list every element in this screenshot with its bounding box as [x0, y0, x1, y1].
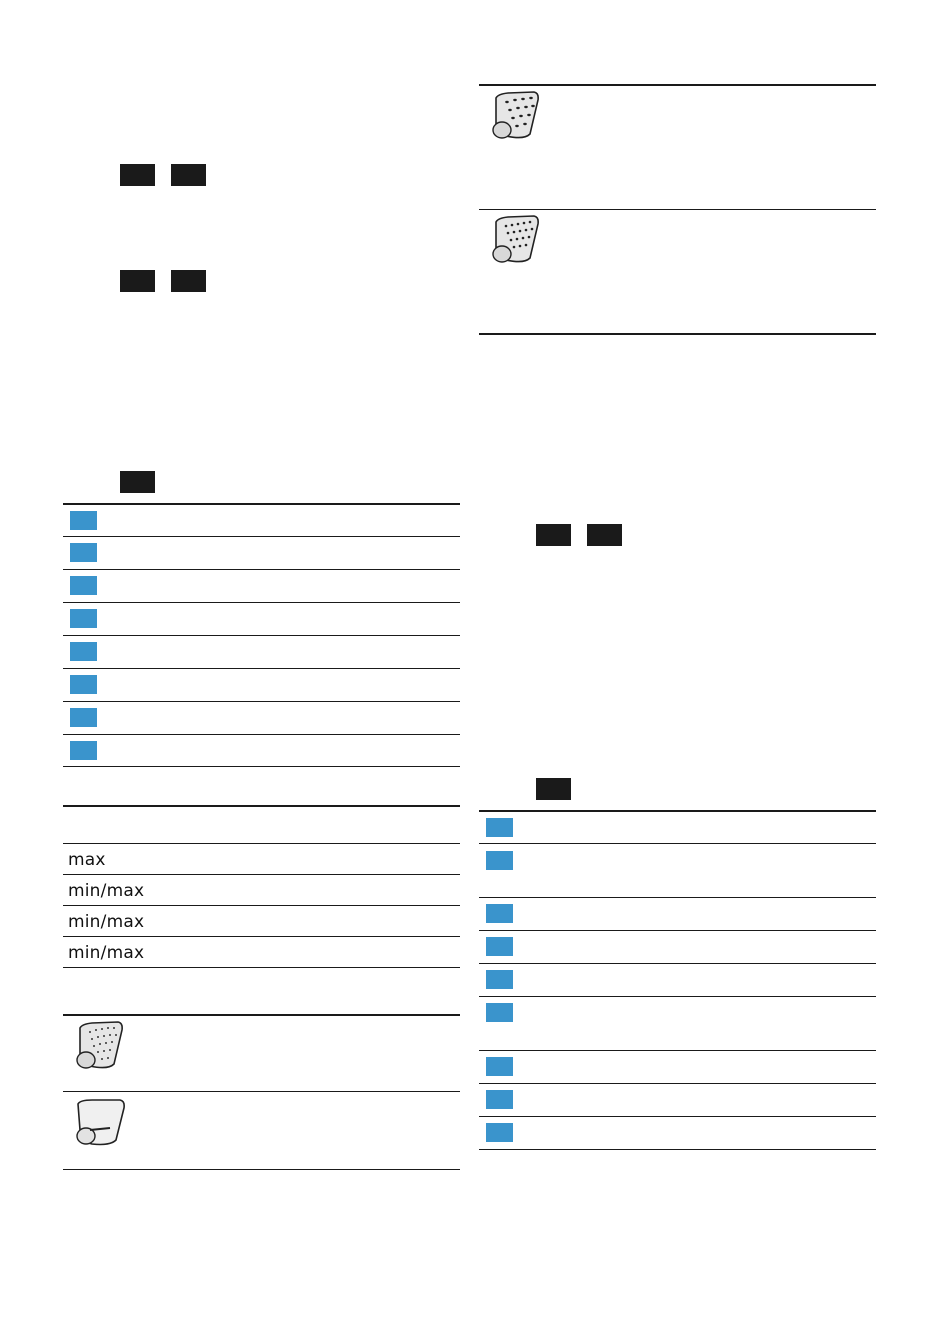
- speed-label: min/max: [68, 943, 145, 963]
- row-marker: [486, 1090, 513, 1109]
- row-marker: [70, 609, 97, 628]
- row-marker: [70, 708, 97, 727]
- marker-box: [587, 524, 622, 546]
- row-marker: [486, 970, 513, 989]
- grater-drum-fine-icon: [70, 1020, 130, 1072]
- marker-box: [171, 164, 206, 186]
- marker-box: [171, 270, 206, 292]
- speed-label: min/max: [68, 881, 145, 901]
- row-marker: [486, 1003, 513, 1022]
- slicer-drum-icon: [70, 1098, 130, 1150]
- marker-box: [120, 270, 155, 292]
- row-marker: [70, 642, 97, 661]
- grater-drum-coarse-icon: [486, 90, 546, 142]
- row-marker: [486, 1123, 513, 1142]
- grater-drum-medium-icon: [486, 214, 546, 266]
- row-marker: [70, 511, 97, 530]
- row-marker: [70, 741, 97, 760]
- row-marker: [486, 851, 513, 870]
- row-marker: [70, 543, 97, 562]
- speed-label: max: [68, 850, 106, 870]
- row-marker: [486, 937, 513, 956]
- marker-box: [536, 778, 571, 800]
- row-marker: [486, 904, 513, 923]
- marker-box: [120, 471, 155, 493]
- row-marker: [486, 1057, 513, 1076]
- speed-label: min/max: [68, 912, 145, 932]
- row-marker: [70, 675, 97, 694]
- marker-box: [120, 164, 155, 186]
- row-marker: [70, 576, 97, 595]
- marker-box: [536, 524, 571, 546]
- row-marker: [486, 818, 513, 837]
